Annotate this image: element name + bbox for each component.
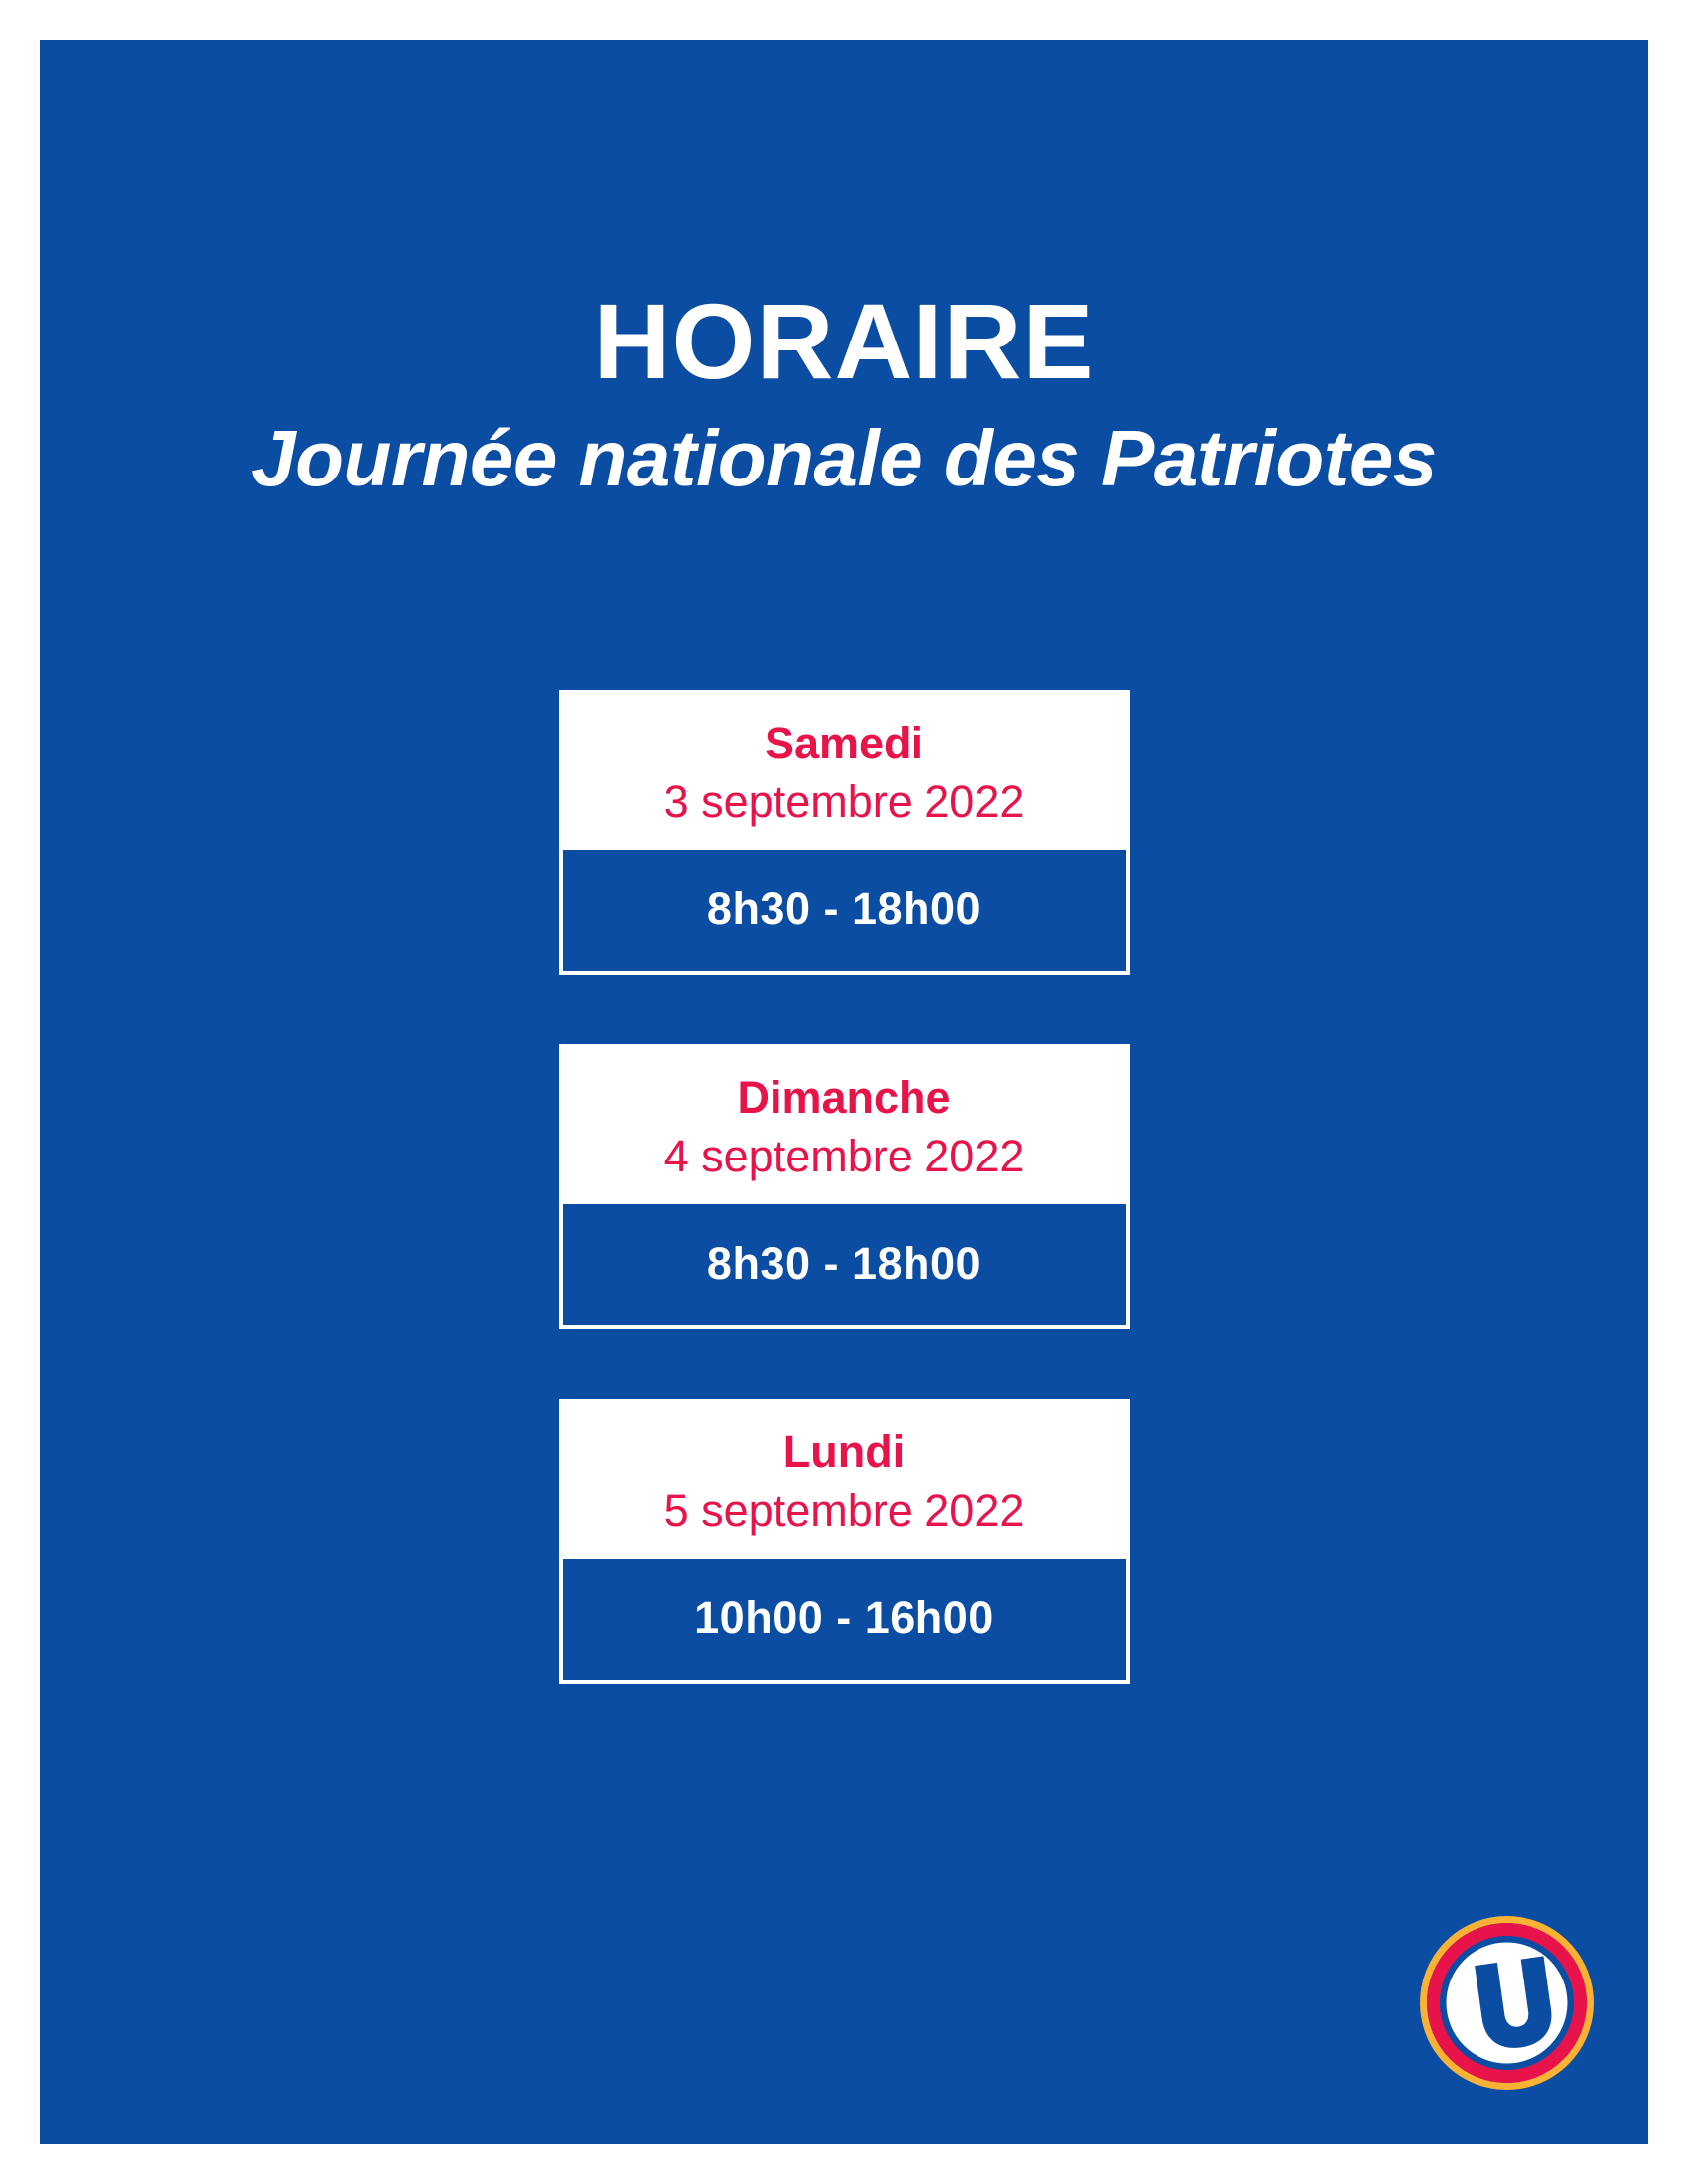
schedule-card-header [563,1048,1126,1204]
schedule-list [40,690,1648,1753]
schedule-day: Dimanche [737,1072,951,1123]
schedule-hours: 8h30 - 18h00 [563,1204,1126,1325]
schedule-date: 5 septembre 2022 [663,1485,1025,1537]
poster [40,40,1648,2144]
page-subtitle: Journée nationale des Patriotes [251,414,1437,502]
schedule-card [559,1399,1130,1684]
schedule-hours: 8h30 - 18h00 [563,850,1126,971]
schedule-card [559,690,1130,975]
schedule-hours: 10h00 - 16h00 [563,1559,1126,1680]
page-title: HORAIRE [593,281,1095,401]
schedule-card-header [563,694,1126,850]
schedule-card-header [563,1403,1126,1559]
schedule-day: Lundi [782,1427,906,1477]
schedule-date: 3 septembre 2022 [663,776,1025,828]
u-logo [1420,1916,1594,2090]
poster-header [40,281,1648,502]
schedule-date: 4 septembre 2022 [663,1131,1025,1182]
schedule-day: Samedi [764,718,924,768]
schedule-card [559,1044,1130,1329]
